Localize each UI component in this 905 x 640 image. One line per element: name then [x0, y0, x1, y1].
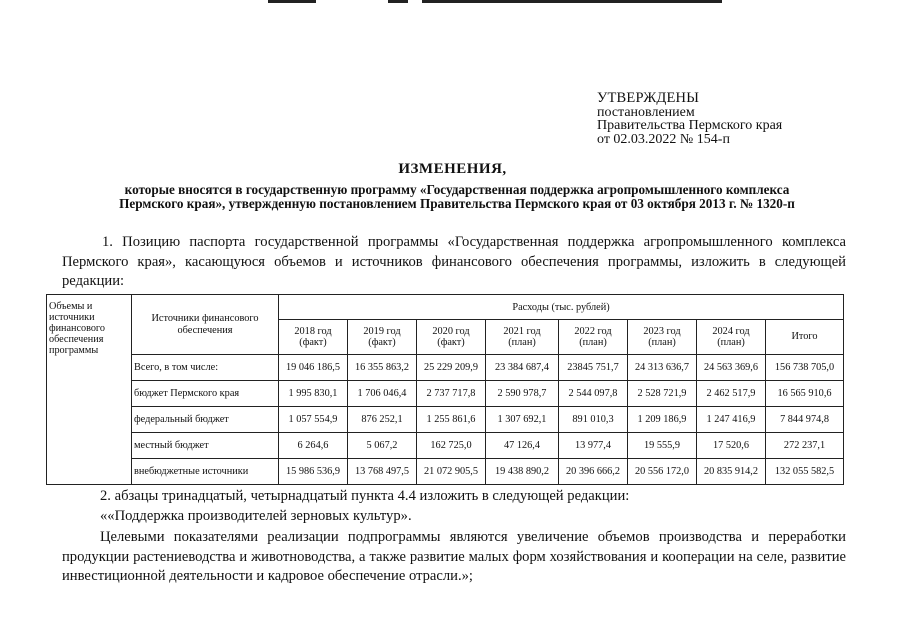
- year-kind: (факт): [437, 337, 465, 348]
- amount-cell: 6 264,6: [279, 433, 348, 459]
- year-label: 2023 год: [643, 325, 681, 337]
- year-header: [348, 320, 417, 355]
- year-label: 2021 год: [503, 325, 541, 337]
- amount-cell: 19 555,9: [628, 433, 697, 459]
- table-row: [47, 407, 844, 433]
- amount-cell: 47 126,4: [486, 433, 559, 459]
- scan-mark-left: [268, 0, 316, 3]
- table-row: [47, 459, 844, 485]
- year-header: [417, 320, 486, 355]
- source-name: бюджет Пермского края: [132, 381, 279, 407]
- approval-line: постановлением: [597, 104, 695, 120]
- amount-cell: 24 313 636,7: [628, 355, 697, 381]
- amount-cell: 13 768 497,5: [348, 459, 417, 485]
- year-header: [486, 320, 559, 355]
- amount-cell: 1 255 861,6: [417, 407, 486, 433]
- year-label: 2019 год: [363, 325, 401, 337]
- amount-cell: 1 706 046,4: [348, 381, 417, 407]
- amount-cell: 17 520,6: [697, 433, 766, 459]
- table-row: [47, 355, 844, 381]
- scan-mark-center: [388, 0, 408, 3]
- amount-cell: 1 995 830,1: [279, 381, 348, 407]
- amount-cell: 20 835 914,2: [697, 459, 766, 485]
- expenses-header: Расходы (тыс. рублей): [279, 295, 844, 320]
- financing-table: [46, 294, 844, 485]
- amount-cell: 24 563 369,6: [697, 355, 766, 381]
- year-kind: (план): [579, 337, 607, 348]
- amount-cell: 132 055 582,5: [766, 459, 844, 485]
- year-label: 2022 год: [574, 325, 612, 337]
- year-label: 2020 год: [432, 325, 470, 337]
- amount-cell: 21 072 905,5: [417, 459, 486, 485]
- amount-cell: 2 590 978,7: [486, 381, 559, 407]
- paragraph-2: 2. абзацы тринадцатый, четырнадцатый пункта 4.4 изложить в следующей редакции:: [100, 488, 630, 504]
- amount-cell: 162 725,0: [417, 433, 486, 459]
- year-kind: (план): [508, 337, 536, 348]
- amount-cell: 20 396 666,2: [559, 459, 628, 485]
- scan-mark-right: [422, 0, 722, 3]
- approval-line: от 02.03.2022 № 154-п: [597, 131, 730, 147]
- document-subtitle: [62, 183, 852, 211]
- year-header: [697, 320, 766, 355]
- year-label: 2018 год: [294, 325, 332, 337]
- year-kind: (план): [717, 337, 745, 348]
- sources-header: Источники финансового обеспечения: [132, 295, 279, 355]
- amount-cell: 1 307 692,1: [486, 407, 559, 433]
- amount-cell: 15 986 536,9: [279, 459, 348, 485]
- year-header: [559, 320, 628, 355]
- amount-cell: 891 010,3: [559, 407, 628, 433]
- year-label: 2024 год: [712, 325, 750, 337]
- paragraph-3: ««Поддержка производителей зерновых культур».: [100, 508, 412, 524]
- amount-cell: 2 737 717,8: [417, 381, 486, 407]
- table-row: [47, 381, 844, 407]
- year-header: [766, 320, 844, 355]
- amount-cell: 16 355 863,2: [348, 355, 417, 381]
- amount-cell: 23845 751,7: [559, 355, 628, 381]
- table-row: [47, 433, 844, 459]
- amount-cell: 7 844 974,8: [766, 407, 844, 433]
- amount-cell: 1 209 186,9: [628, 407, 697, 433]
- paragraph-4: Целевыми показателями реализации подпрограммы являются увеличение объемов производства и переработки продукции растениеводства и животноводства, а также развитие малых форм хозяйствования и кооперации на селе, развитие инвестиционной деятельности и кадровое обеспечение отрасли.»;: [62, 529, 846, 584]
- source-name: внебюджетные источники: [132, 459, 279, 485]
- subtitle-line: которые вносятся в государственную программу «Государственная поддержка агропромышленного комплекса: [124, 182, 790, 197]
- row-label-cell: Объемы и источники финансового обеспечения программы: [47, 295, 132, 485]
- subtitle-line: Пермского края», утвержденную постановлением Правительства Пермского края от 03 октября 2013 г. № 1320-п: [119, 196, 795, 211]
- approval-line: Правительства Пермского края: [597, 118, 783, 133]
- amount-cell: 1 057 554,9: [279, 407, 348, 433]
- year-kind: (факт): [299, 337, 327, 348]
- paragraph-1: 1. Позицию паспорта государственной программы «Государственная поддержка агропромышленного комплекса Пермского края», касающуюся объемов и источников финансового обеспечения программы, изложить в следующей редакции:: [62, 234, 846, 289]
- year-header: [628, 320, 697, 355]
- amount-cell: 16 565 910,6: [766, 381, 844, 407]
- source-name: федеральный бюджет: [132, 407, 279, 433]
- amount-cell: 272 237,1: [766, 433, 844, 459]
- amount-cell: 25 229 209,9: [417, 355, 486, 381]
- amount-cell: 19 438 890,2: [486, 459, 559, 485]
- amount-cell: 1 247 416,9: [697, 407, 766, 433]
- approval-heading: УТВЕРЖДЕНЫ: [597, 90, 700, 106]
- amount-cell: 876 252,1: [348, 407, 417, 433]
- year-kind: (факт): [368, 337, 396, 348]
- amount-cell: 13 977,4: [559, 433, 628, 459]
- amount-cell: 5 067,2: [348, 433, 417, 459]
- amount-cell: 2 528 721,9: [628, 381, 697, 407]
- document-title: ИЗМЕНЕНИЯ,: [398, 161, 507, 177]
- amount-cell: 20 556 172,0: [628, 459, 697, 485]
- amount-cell: 156 738 705,0: [766, 355, 844, 381]
- source-name: местный бюджет: [132, 433, 279, 459]
- table-header-row: [47, 295, 844, 320]
- amount-cell: 19 046 186,5: [279, 355, 348, 381]
- source-name: Всего, в том числе:: [132, 355, 279, 381]
- amount-cell: 23 384 687,4: [486, 355, 559, 381]
- year-label: Итого: [791, 331, 818, 343]
- amount-cell: 2 462 517,9: [697, 381, 766, 407]
- year-kind: (план): [648, 337, 676, 348]
- year-header: [279, 320, 348, 355]
- approval-stamp: [597, 92, 782, 146]
- amount-cell: 2 544 097,8: [559, 381, 628, 407]
